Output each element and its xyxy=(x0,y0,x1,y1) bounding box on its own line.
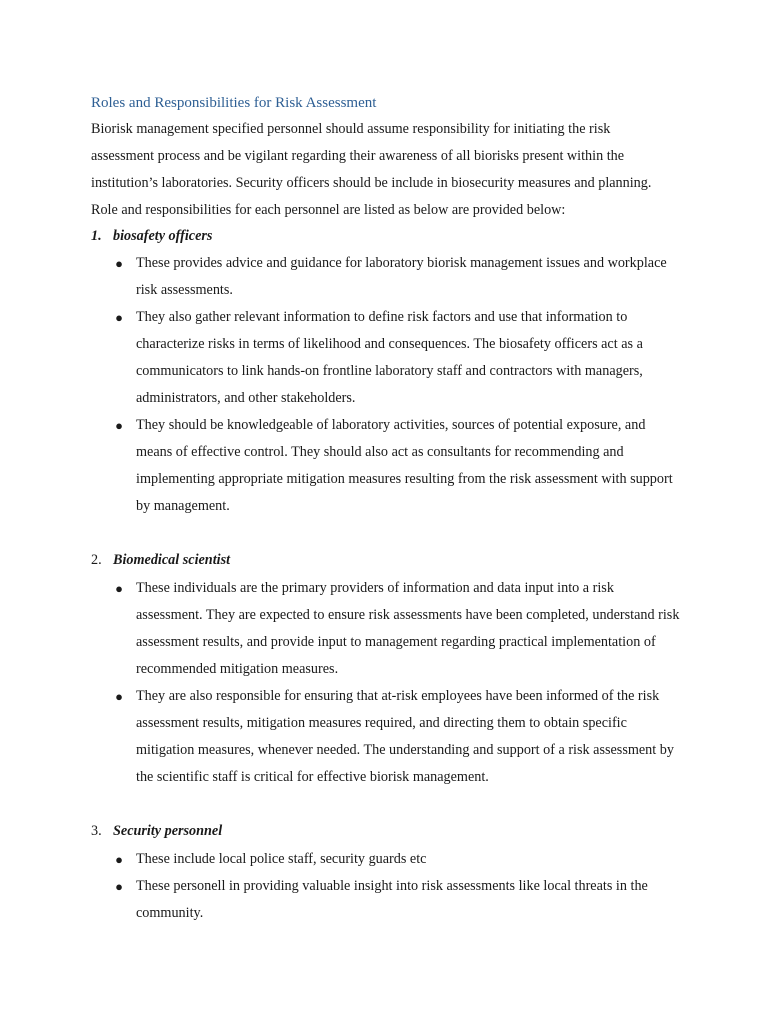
section-label: Security personnel xyxy=(113,823,223,839)
bullet-text: These personell in providing valuable insight into risk assessments like local threats in the community. xyxy=(136,878,648,921)
section-number: 2. xyxy=(91,552,102,568)
list-item xyxy=(112,846,682,873)
bullet-icon: ● xyxy=(115,879,123,894)
list-item xyxy=(112,873,682,927)
bullet-icon: ● xyxy=(115,689,123,704)
bullet-text: These include local police staff, security guards etc xyxy=(136,851,427,867)
bullet-icon: ● xyxy=(115,310,123,325)
bullet-list-biomedical-scientist xyxy=(112,575,682,791)
section-number: 3. xyxy=(91,823,102,839)
bullet-list-biosafety-officers xyxy=(112,250,682,520)
bullet-list-security-personnel xyxy=(112,846,682,927)
bullet-text: They also gather relevant information to define risk factors and use that information to characterize risks in terms of likelihood and consequences. The biosafety officers act as a communicators to link hands-on frontline laboratory staff and contractors with managers, administrators, and other stakeholders. xyxy=(136,309,643,406)
section-title-biosafety-officers xyxy=(91,225,212,247)
bullet-text: These provides advice and guidance for laboratory biorisk management issues and workplace risk assessments. xyxy=(136,255,667,298)
bullet-icon: ● xyxy=(115,256,123,271)
intro-paragraph: Biorisk management specified personnel should assume responsibility for initiating the risk assessment process and be vigilant regarding their awareness of all biorisks present within the institution’s laboratories. Security officers should be include in biosecurity measures and planning. Role and responsibilities for each personnel are listed as below are provided below: xyxy=(91,121,652,218)
document-heading: Roles and Responsibilities for Risk Assessment xyxy=(91,95,377,111)
list-item xyxy=(112,412,682,520)
bullet-icon: ● xyxy=(115,418,123,433)
bullet-icon: ● xyxy=(115,581,123,596)
bullet-text: They are also responsible for ensuring that at-risk employees have been informed of the risk assessment results, mitigation measures required, and directing them to obtain specific mitigation measures, whenever needed. The understanding and support of a risk assessment by the scientific staff is critical for effective biorisk management. xyxy=(136,688,674,785)
bullet-text: These individuals are the primary providers of information and data input into a risk assessment. They are expected to ensure risk assessments have been completed, understand risk assessment results, and provide input to management regarding practical implementation of recommended mitigation measures. xyxy=(136,580,680,677)
section-label: Biomedical scientist xyxy=(113,552,231,568)
section-label: biosafety officers xyxy=(113,228,213,244)
list-item xyxy=(112,304,682,412)
list-item xyxy=(112,683,682,791)
bullet-icon: ● xyxy=(115,852,123,867)
bullet-text: They should be knowledgeable of laboratory activities, sources of potential exposure, and means of effective control. They should also act as consultants for recommending and implementing appropriate mitigation measures resulting from the risk assessment with support by management. xyxy=(136,417,673,514)
section-title-security-personnel xyxy=(91,820,222,842)
section-title-biomedical-scientist xyxy=(91,549,230,571)
section-number: 1. xyxy=(91,228,102,244)
list-item xyxy=(112,250,682,304)
list-item xyxy=(112,575,682,683)
